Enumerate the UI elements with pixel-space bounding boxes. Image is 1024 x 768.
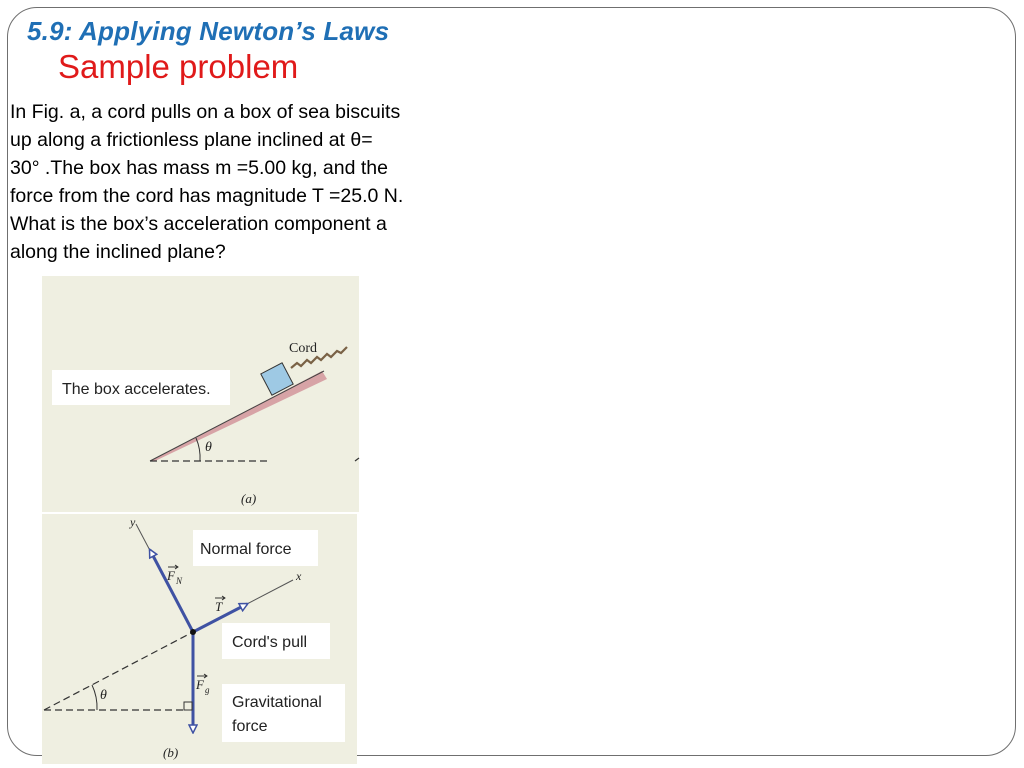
angle-label-a: θ <box>205 440 212 455</box>
angle-label-b: θ <box>100 688 107 703</box>
problem-line: force from the cord has magnitude T =25.0 N. <box>10 185 404 207</box>
cord-label: Cord <box>289 341 317 356</box>
problem-line: What is the box’s acceleration component a <box>10 213 387 235</box>
gravity-vector-letter: F <box>196 677 204 692</box>
normal-vector-subscript: N <box>176 576 183 586</box>
origin-point <box>190 629 196 635</box>
gravity-vector-subscript: g <box>205 685 210 695</box>
tension-vector-letter: T <box>215 599 223 614</box>
y-axis-label: y <box>130 515 136 529</box>
callout-gravitational-line2: force <box>232 718 268 735</box>
problem-line: up along a frictionless plane inclined at θ= <box>10 129 373 151</box>
figure-a <box>42 276 359 512</box>
slide-subtitle: Sample problem <box>58 48 299 85</box>
normal-vector-letter: F <box>167 568 175 583</box>
caption-a: (a) <box>241 491 257 506</box>
problem-line: 30° .The box has mass m =5.00 kg, and the <box>10 157 388 179</box>
callout-gravitational-line1: Gravitational <box>232 694 322 711</box>
callout-box-accelerates-text: The box accelerates. <box>62 381 211 398</box>
problem-line: In Fig. a, a cord pulls on a box of sea biscuits <box>10 101 401 123</box>
caption-b: (b) <box>163 745 179 760</box>
figure-b <box>42 514 357 764</box>
problem-line: along the inclined plane? <box>10 241 226 263</box>
callout-cords-pull-text: Cord's pull <box>232 634 308 651</box>
slide-title: 5.9: Applying Newton’s Laws <box>27 16 390 46</box>
callout-normal-force-text: Normal force <box>200 541 292 558</box>
x-axis-label: x <box>296 569 302 583</box>
